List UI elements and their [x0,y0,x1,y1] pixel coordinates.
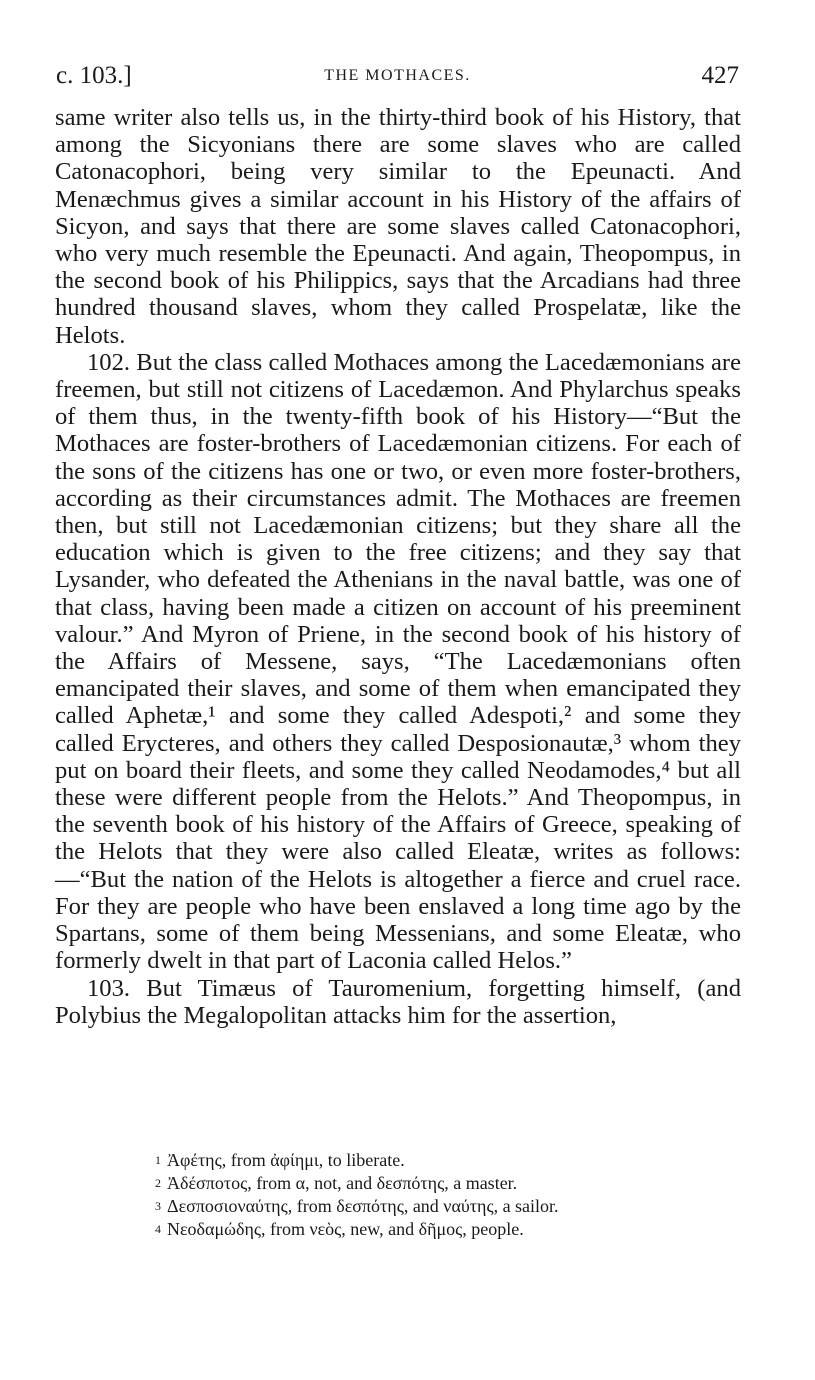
paragraph-continued: same writer also tells us, in the thirty-third book of his History, that among the Sicyonians there are some slaves who are called Catonacophori, being very similar to the Epeunacti. And Menæchmus gives a similar account in his History of the affairs of Sicyon, and says that there are some slaves called Catonacophori, who very much resemble the Epeunacti. And again, Theopompus, in the second book of his Philippics, says that the Arcadians had three hundred thousand slaves, whom they called Prospelatæ, like the Helots. [55,104,741,349]
footnotes [145,1149,725,1241]
chapter-reference: c. 103.] [56,62,132,89]
footnote-number: 3 [155,1199,161,1213]
running-title: THE MOTHACES. [324,67,471,84]
footnote-text: Ἀφέτης, from ἀφίημι, to liberate. [167,1150,405,1170]
footnote-number: 4 [155,1222,161,1236]
running-header [56,62,739,96]
footnote-number: 1 [155,1153,161,1167]
footnote [145,1195,725,1218]
footnote [145,1172,725,1195]
main-text [55,104,741,1029]
footnote-text: Δεσποσιοναύτης, from δεσπότης, and ναύτης, a sailor. [167,1196,559,1216]
page-number: 427 [701,62,739,89]
footnote-text: Ἀδέσποτος, from α, not, and δεσπότης, a master. [167,1173,518,1193]
paragraph-103: 103. But Timæus of Tauromenium, forgetting himself, (and Polybius the Megalopolitan attacks him for the assertion, [55,974,741,1029]
footnote [145,1218,725,1241]
footnote-number: 2 [155,1176,161,1190]
footnote-text: Νεοδαμώδης, from νεὸς, new, and δῆμος, people. [167,1219,524,1239]
footnote [145,1149,725,1172]
paragraph-102: 102. But the class called Mothaces among the Lacedæmonians are freemen, but still not citizens of Lacedæmon. And Phylarchus speaks of them thus, in the twenty-fifth book of his History—“But the Mothaces are foster-brothers of Lacedæmonian citizens. For each of the sons of the citizens has one or two, or even more foster-brothers, according as their circumstances admit. The Mothaces are freemen then, but still not Lacedæmonian citizens; but they share all the education which is given to the free citizens; and they say that Lysander, who defeated the Athenians in the naval battle, was one of that class, having been made a citizen on account of his preeminent valour.” And Myron of Priene, in the second book of his history of the Affairs of Messene, says, “The Lacedæmonians often emancipated their slaves, and some of them when emancipated they called Aphetæ,¹ and some they called Adespoti,² and some they called Erycteres, and others they called Desposionautæ,³ whom they put on board their fleets, and some they called Neodamodes,⁴ but all these were different people from the Helots.” And Theopompus, in the seventh book of his history of the Affairs of Greece, speaking of the Helots that they were also called Eleatæ, writes as follows:—“But the nation of the Helots is altogether a fierce and cruel race. For they are people who have been enslaved a long time ago by the Spartans, some of them being Messenians, and some Eleatæ, who formerly dwelt in that part of Laconia called Helos.” [55,348,741,975]
